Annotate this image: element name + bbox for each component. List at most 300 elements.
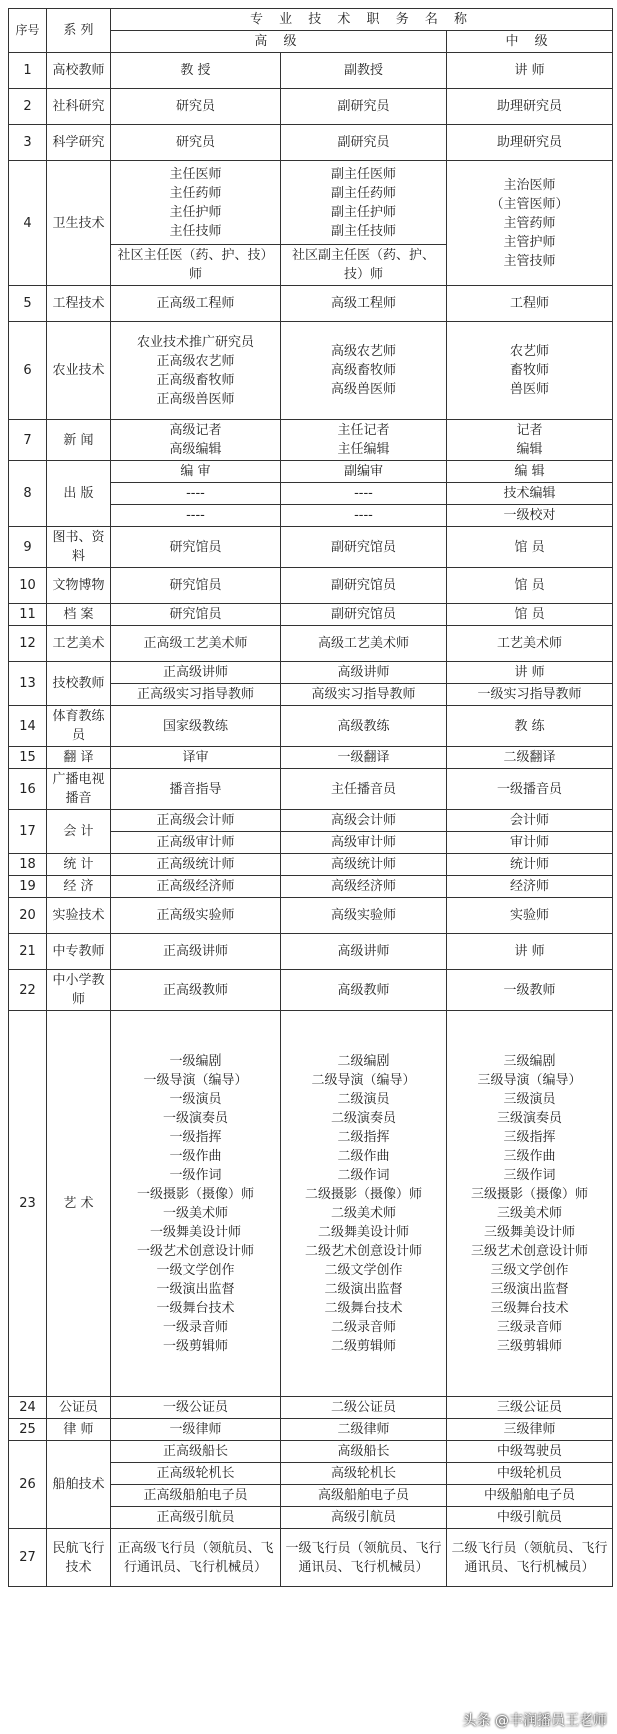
table-row [9, 568, 613, 604]
row-number: 1 [9, 53, 47, 89]
title-line: 三级导演（编导） [477, 1072, 582, 1088]
series-name [47, 1397, 111, 1419]
senior-full-title [111, 626, 281, 662]
title-line: 中级引航员 [497, 1510, 563, 1525]
row-number: 21 [9, 934, 47, 970]
title-line: 主管护师 [503, 234, 556, 250]
middle-title [447, 876, 613, 898]
title-line: 一级美术师 [162, 1205, 228, 1221]
row-number: 10 [9, 568, 47, 604]
row-number: 14 [9, 706, 47, 747]
title-line: 一级摄影（摄像）师 [136, 1186, 254, 1202]
senior-deputy-title [281, 1529, 447, 1587]
title-line: 研究员 [175, 135, 215, 150]
title-line: 记者 [516, 423, 543, 438]
header-row-1 [9, 9, 613, 31]
title-line: 二级录音师 [330, 1319, 396, 1335]
series-line: 实验技术 [52, 908, 105, 923]
middle-title [447, 125, 613, 161]
title-line: 研究馆员 [169, 607, 222, 622]
title-line: 研究员 [175, 99, 215, 114]
senior-full-title [111, 1397, 281, 1419]
title-line: 畜牧师 [510, 363, 550, 378]
title-line: 高级编辑 [169, 442, 222, 457]
series-line: 农业技术 [52, 363, 105, 378]
table-row [9, 461, 613, 483]
title-line: 正高级船舶电子员 [143, 1488, 248, 1503]
title-line: 二级飞行员（领航员、飞行通讯员、飞行机械员） [451, 1540, 608, 1575]
row-number: 11 [9, 604, 47, 626]
series-line: 翻 译 [63, 750, 94, 765]
series-line: 艺 术 [63, 1196, 94, 1211]
middle-title [447, 706, 613, 747]
senior-full-title [111, 769, 281, 810]
title-line: 高级兽医师 [330, 382, 396, 397]
title-line: 馆 员 [514, 578, 545, 593]
title-line: 主任药师 [169, 185, 222, 201]
row-number: 24 [9, 1397, 47, 1419]
title-line: 二级演员 [337, 1091, 390, 1107]
series-line: 广播电视播音 [52, 772, 105, 806]
middle-title [447, 662, 613, 684]
title-line: 高级工程师 [330, 296, 396, 311]
row-number: 12 [9, 626, 47, 662]
series-name [47, 747, 111, 769]
title-line: 副研究馆员 [330, 578, 396, 593]
title-line: 高级审计师 [330, 835, 396, 850]
title-line: 主管药师 [503, 215, 556, 231]
row-number: 27 [9, 1529, 47, 1587]
title-line: 研究馆员 [169, 578, 222, 593]
title-line: 正高级实验师 [156, 908, 235, 923]
title-line: 译审 [182, 750, 209, 765]
title-line: 一级舞美设计师 [149, 1224, 241, 1240]
row-number: 18 [9, 854, 47, 876]
senior-full-title [111, 420, 281, 461]
title-line: 高级船舶电子员 [317, 1488, 409, 1503]
title-line: 工艺美术师 [497, 636, 563, 651]
row-number: 16 [9, 769, 47, 810]
title-line: 二级剪辑师 [330, 1338, 396, 1354]
senior-full-title [111, 706, 281, 747]
title-line: 高级讲师 [337, 944, 390, 959]
title-line: 二级舞台技术 [324, 1300, 403, 1316]
title-line: 播音指导 [169, 781, 222, 797]
table-row [9, 1529, 613, 1587]
table-row [9, 53, 613, 89]
header-title: 专 业 技 术 职 务 名 称 [111, 9, 613, 31]
middle-title [447, 934, 613, 970]
row-number: 22 [9, 970, 47, 1011]
senior-full-title [111, 483, 281, 505]
title-line: 国家级教练 [162, 718, 228, 734]
row-number: 4 [9, 161, 47, 286]
senior-full-title [111, 854, 281, 876]
title-line: 三级作词 [503, 1167, 556, 1183]
senior-deputy-title [281, 89, 447, 125]
title-line: 会计师 [510, 813, 550, 828]
series-name [47, 898, 111, 934]
header-seq: 序号 [9, 9, 47, 53]
senior-full-title [111, 898, 281, 934]
table-row [9, 420, 613, 461]
series-line: 船舶技术 [52, 1477, 105, 1492]
title-line: 三级演出监督 [490, 1281, 569, 1297]
title-line: 主任护师 [169, 204, 222, 220]
title-line: 三级舞台技术 [490, 1300, 569, 1316]
title-line: 中级轮机员 [497, 1466, 563, 1481]
table-row [9, 89, 613, 125]
senior-full-title [111, 876, 281, 898]
senior-deputy-title [281, 53, 447, 89]
row-number: 17 [9, 810, 47, 854]
series-line: 图书、资料 [52, 530, 105, 564]
table-row [9, 527, 613, 568]
middle-title [447, 1485, 613, 1507]
title-line: 助理研究员 [497, 99, 563, 114]
title-line: 农艺师 [510, 344, 550, 359]
series-line: 会 计 [63, 824, 94, 839]
title-line: 一级编剧 [169, 1053, 222, 1069]
series-name [47, 1011, 111, 1397]
middle-title [447, 1463, 613, 1485]
middle-title [447, 527, 613, 568]
title-line: 中级船舶电子员 [484, 1488, 576, 1503]
table-row [9, 125, 613, 161]
title-line: 副研究馆员 [330, 539, 396, 555]
senior-full-title [111, 1463, 281, 1485]
title-line: 二级美术师 [330, 1205, 396, 1221]
title-table [8, 8, 613, 1587]
title-line: 二级演出监督 [324, 1281, 403, 1297]
senior-deputy-title [281, 161, 447, 245]
title-line: 中级驾驶员 [497, 1444, 563, 1459]
title-line: 正高级畜牧师 [156, 372, 235, 388]
title-line: （主管医师） [490, 196, 569, 212]
title-line: 三级演奏员 [497, 1110, 563, 1126]
title-line: 正高级兽医师 [156, 391, 235, 407]
title-line: 正高级农艺师 [156, 353, 235, 369]
senior-full-title [111, 934, 281, 970]
title-line: 正高级引航员 [156, 1510, 235, 1525]
title-line: 副研究馆员 [330, 607, 396, 622]
row-number: 13 [9, 662, 47, 706]
row-number: 19 [9, 876, 47, 898]
table-row [9, 1419, 613, 1441]
title-line: 三级指挥 [503, 1129, 556, 1145]
title-line: 主任编辑 [337, 442, 390, 457]
table-row [9, 898, 613, 934]
title-line: 三级剪辑师 [497, 1338, 563, 1354]
title-line: 二级导演（编导） [311, 1072, 416, 1088]
title-line: 副主任药师 [330, 185, 396, 201]
header-middle: 中 级 [447, 31, 613, 53]
senior-deputy-title [281, 1397, 447, 1419]
middle-title [447, 747, 613, 769]
title-line: 正高级会计师 [156, 813, 235, 828]
title-line: 高级农艺师 [330, 344, 396, 359]
title-line: 编 审 [180, 464, 211, 479]
title-line: 二级律师 [337, 1422, 390, 1437]
title-line: 社区副主任医（药、护、技）师 [291, 248, 435, 282]
title-line: 二级舞美设计师 [317, 1224, 409, 1240]
middle-title [447, 1441, 613, 1463]
title-line: 技术编辑 [503, 486, 556, 501]
senior-deputy-title [281, 568, 447, 604]
row-number: 25 [9, 1419, 47, 1441]
senior-deputy-title [281, 934, 447, 970]
middle-title [447, 1529, 613, 1587]
title-line: 二级演奏员 [330, 1110, 396, 1126]
title-line: 馆 员 [514, 539, 545, 555]
senior-deputy-title [281, 769, 447, 810]
middle-title [447, 1507, 613, 1529]
title-line: 二级摄影（摄像）师 [304, 1186, 422, 1202]
middle-title [447, 832, 613, 854]
title-line: 副主任医师 [330, 166, 396, 182]
title-line: 二级文学创作 [324, 1262, 403, 1278]
title-line: 教 授 [180, 63, 211, 78]
middle-title [447, 1397, 613, 1419]
title-line: 正高级船长 [162, 1444, 228, 1459]
table-row [9, 286, 613, 322]
title-line: 馆 员 [514, 607, 545, 622]
title-line: 高级实习指导教师 [311, 687, 416, 702]
title-line: 三级录音师 [497, 1319, 563, 1335]
title-line: 一级文学创作 [156, 1262, 235, 1278]
senior-full-title [111, 662, 281, 684]
senior-deputy-title [281, 1011, 447, 1397]
title-line: 副教授 [343, 63, 383, 78]
series-name [47, 125, 111, 161]
senior-full-title [111, 505, 281, 527]
title-line: 三级演员 [503, 1091, 556, 1107]
title-line: 一级公证员 [162, 1400, 228, 1415]
series-name [47, 876, 111, 898]
series-name [47, 322, 111, 420]
title-line: 副主任护师 [330, 204, 396, 220]
senior-full-title [111, 970, 281, 1011]
title-line: 正高级统计师 [156, 857, 235, 872]
middle-title [447, 53, 613, 89]
series-line: 社科研究 [52, 99, 105, 114]
series-name [47, 706, 111, 747]
title-line: 一级教师 [503, 982, 556, 998]
title-line: ---- [186, 508, 205, 523]
series-line: 文物博物 [52, 578, 105, 593]
title-line: 三级文学创作 [490, 1262, 569, 1278]
senior-deputy-title [281, 1419, 447, 1441]
table-row [9, 854, 613, 876]
middle-title [447, 483, 613, 505]
senior-full-title [111, 245, 281, 286]
series-name [47, 53, 111, 89]
senior-full-title [111, 832, 281, 854]
title-line: 一级指挥 [169, 1129, 222, 1145]
middle-title [447, 626, 613, 662]
table-row [9, 662, 613, 684]
title-line: 高级畜牧师 [330, 363, 396, 378]
senior-deputy-title [281, 527, 447, 568]
senior-full-title [111, 1441, 281, 1463]
middle-title [447, 769, 613, 810]
senior-deputy-title [281, 245, 447, 286]
middle-title [447, 810, 613, 832]
row-number: 7 [9, 420, 47, 461]
series-name [47, 527, 111, 568]
senior-deputy-title [281, 420, 447, 461]
row-number: 6 [9, 322, 47, 420]
senior-full-title [111, 684, 281, 706]
title-line: 二级艺术创意设计师 [304, 1243, 422, 1259]
title-line: 二级指挥 [337, 1129, 390, 1145]
title-line: 助理研究员 [497, 135, 563, 150]
table-row [9, 1397, 613, 1419]
title-line: 正高级轮机长 [156, 1466, 235, 1481]
senior-full-title [111, 89, 281, 125]
title-line: ---- [186, 486, 205, 501]
senior-deputy-title [281, 747, 447, 769]
senior-full-title [111, 1507, 281, 1529]
title-line: 高级经济师 [330, 879, 396, 894]
title-line: 一级演出监督 [156, 1281, 235, 1297]
title-line: 正高级教师 [162, 982, 228, 998]
middle-title [447, 286, 613, 322]
title-line: ---- [354, 508, 373, 523]
title-line: 主任技师 [169, 223, 222, 239]
middle-title [447, 505, 613, 527]
title-line: 三级美术师 [497, 1205, 563, 1221]
series-line: 统 计 [63, 857, 94, 872]
title-line: 兽医师 [510, 382, 550, 397]
senior-full-title [111, 1485, 281, 1507]
senior-full-title [111, 461, 281, 483]
series-line: 体育教练员 [52, 709, 105, 743]
senior-deputy-title [281, 286, 447, 322]
title-line: 教 练 [514, 718, 545, 734]
senior-full-title [111, 53, 281, 89]
title-line: 二级翻译 [503, 750, 556, 765]
senior-full-title [111, 810, 281, 832]
senior-deputy-title [281, 662, 447, 684]
senior-deputy-title [281, 505, 447, 527]
title-line: 编 辑 [514, 464, 545, 479]
row-number: 20 [9, 898, 47, 934]
series-name [47, 626, 111, 662]
title-line: 正高级工程师 [156, 296, 235, 311]
title-line: 一级作曲 [169, 1148, 222, 1164]
middle-title [447, 1011, 613, 1397]
row-number: 9 [9, 527, 47, 568]
senior-deputy-title [281, 898, 447, 934]
table-row [9, 970, 613, 1011]
senior-full-title [111, 747, 281, 769]
title-line: 一级校对 [503, 508, 556, 523]
senior-deputy-title [281, 125, 447, 161]
series-name [47, 461, 111, 527]
middle-title [447, 604, 613, 626]
middle-title [447, 684, 613, 706]
middle-title [447, 461, 613, 483]
senior-deputy-title [281, 483, 447, 505]
series-line: 卫生技术 [52, 215, 105, 231]
series-name [47, 161, 111, 286]
title-line: 正高级讲师 [162, 944, 228, 959]
title-line: 副研究员 [337, 135, 390, 150]
title-line: 一级律师 [169, 1422, 222, 1437]
table-row [9, 1011, 613, 1397]
table-row [9, 769, 613, 810]
watermark: 头条 @丰润播员王老师 [462, 1713, 607, 1729]
table-row [9, 876, 613, 898]
senior-full-title [111, 322, 281, 420]
title-line: 三级舞美设计师 [484, 1224, 576, 1240]
senior-deputy-title [281, 970, 447, 1011]
middle-title [447, 568, 613, 604]
title-line: 经济师 [510, 879, 550, 894]
series-name [47, 769, 111, 810]
title-line: 正高级工艺美术师 [143, 636, 248, 651]
senior-full-title [111, 1529, 281, 1587]
title-line: 高级引航员 [330, 1510, 396, 1525]
row-number: 8 [9, 461, 47, 527]
title-line: 高级船长 [337, 1444, 390, 1459]
senior-deputy-title [281, 1507, 447, 1529]
table-row [9, 706, 613, 747]
series-name [47, 1441, 111, 1529]
table-row [9, 626, 613, 662]
title-line: 三级编剧 [503, 1053, 556, 1069]
title-line: 高级记者 [169, 423, 222, 438]
title-line: 高级讲师 [337, 665, 390, 680]
title-line: 农业技术推广研究员 [136, 334, 254, 350]
senior-full-title [111, 161, 281, 245]
row-number: 2 [9, 89, 47, 125]
title-line: 正高级审计师 [156, 835, 235, 850]
title-line: 副主任技师 [330, 223, 396, 239]
title-line: 二级作曲 [337, 1148, 390, 1164]
senior-deputy-title [281, 810, 447, 832]
senior-deputy-title [281, 706, 447, 747]
row-number: 23 [9, 1011, 47, 1397]
table-body [9, 9, 613, 1587]
title-line: 二级编剧 [337, 1053, 390, 1069]
title-line: 社区主任医（药、护、技）师 [117, 248, 274, 282]
senior-deputy-title [281, 876, 447, 898]
header-series: 系 列 [47, 9, 111, 53]
row-number: 3 [9, 125, 47, 161]
series-name [47, 1529, 111, 1587]
middle-title [447, 854, 613, 876]
series-line: 技校教师 [52, 676, 105, 691]
middle-title [447, 970, 613, 1011]
senior-deputy-title [281, 854, 447, 876]
senior-full-title [111, 125, 281, 161]
title-line: 高级轮机长 [330, 1466, 396, 1481]
title-line: 主治医师 [503, 177, 556, 193]
series-name [47, 1419, 111, 1441]
series-name [47, 934, 111, 970]
senior-deputy-title [281, 626, 447, 662]
title-line: 高级统计师 [330, 857, 396, 872]
title-line: 一级剪辑师 [162, 1338, 228, 1354]
series-name [47, 854, 111, 876]
title-line: 主任医师 [169, 166, 222, 182]
title-line: 一级翻译 [337, 750, 390, 765]
series-name [47, 89, 111, 125]
title-line: 二级公证员 [330, 1400, 396, 1415]
series-line: 民航飞行技术 [52, 1540, 105, 1575]
